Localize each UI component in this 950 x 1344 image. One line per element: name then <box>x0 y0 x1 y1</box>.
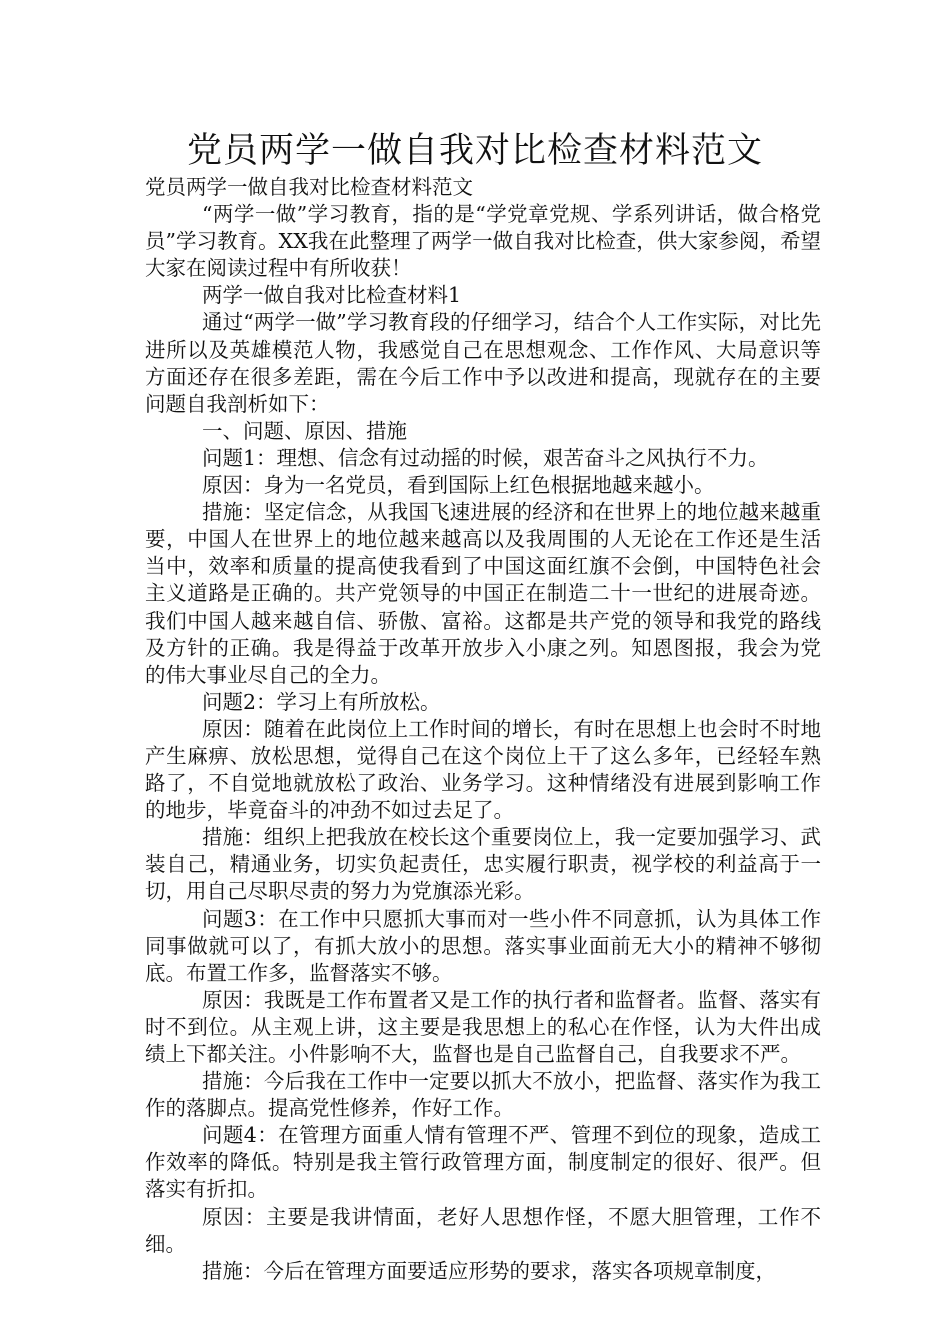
document-paragraph: 原因：主要是我讲情面，老好人思想作怪，不愿大胆管理，工作不细。 <box>145 1204 821 1256</box>
document-paragraph: 两学一做自我对比检查材料1 <box>202 283 462 308</box>
document-paragraph: 党员两学一做自我对比检查材料范文 <box>145 175 473 199</box>
document-paragraph: 问题2：学习上有所放松。 <box>202 689 441 714</box>
document-paragraph: 措施：今后在管理方面要适应形势的要求，落实各项规章制度， <box>202 1258 776 1283</box>
document-paragraph: 问题3：在工作中只愿抓大事而对一些小件不同意抓，认为具体工作同事做就可以了，有抓大放小的思想。落实事业面前无大小的精神不够彻底。布置工作多，监督落实不够。 <box>145 906 821 985</box>
document-paragraph: 措施：今后我在工作中一定要以抓大不放小，把监督、落实作为我工作的落脚点。提高党性修养，作好工作。 <box>145 1069 821 1121</box>
document-body <box>145 174 821 1285</box>
document-title: 党员两学一做自我对比检查材料范文 <box>186 131 763 171</box>
document-paragraph: 原因：我既是工作布置者又是工作的执行者和监督者。监督、落实有时不到位。从主观上讲，这主要是我思想上的私心在作怪，认为大件出成绩上下都关注。小件影响不大，监督也是自己监督自己，自我要求不严。 <box>145 987 821 1066</box>
document-paragraph: 措施：组织上把我放在校长这个重要岗位上，我一定要加强学习、武装自己，精通业务，切实负起责任，忠实履行职责，视学校的利益高于一切，用自己尽职尽责的努力为党旗添光彩。 <box>145 825 821 904</box>
document-paragraph: 原因：身为一名党员，看到国际上红色根据地越来越小。 <box>202 473 715 498</box>
document-paragraph: 问题1：理想、信念有过动摇的时候，艰苦奋斗之风执行不力。 <box>202 445 769 470</box>
document-paragraph: 措施：坚定信念，从我国飞速进展的经济和在世界上的地位越来越重要，中国人在世界上的地位越来越高以及我周围的人无论在工作还是生活当中，效率和质量的提高使我看到了中国这面红旗不会倒，中国特色社会主义道路是正确的。共产党领导的中国正在制造二十一世纪的进展奇迹。我们中国人越来越自信、骄傲、富裕。这都是共产党的领导和我党的路线及方针的正确。我是得益于改革开放步入小康之列。知恩图报，我会为党的伟大事业尽自己的全力。 <box>145 500 821 687</box>
document-paragraph: 原因：随着在此岗位上工作时间的增长，有时在思想上也会时不时地产生麻痹、放松思想，觉得自己在这个岗位上干了这么多年，已经轻车熟路了，不自觉地就放松了政治、业务学习。这种情绪没有进展到影响工作的地步，毕竟奋斗的冲劲不如过去足了。 <box>145 716 821 823</box>
document-paragraph: 一、问题、原因、措施 <box>202 418 407 443</box>
document-paragraph: 通过“两学一做”学习教育段的仔细学习，结合个人工作实际，对比先进所以及英雄模范人物，我感觉自己在思想观念、工作作风、大局意识等方面还存在很多差距，需在今后工作中予以改进和提高，现就存在的主要问题自我剖析如下： <box>145 310 821 416</box>
document-paragraph: 问题4：在管理方面重人情有管理不严、管理不到位的现象，造成工作效率的降低。特别是我主管行政管理方面，制度制定的很好、很严。但落实有折扣。 <box>145 1123 821 1202</box>
document-paragraph: “两学一做”学习教育，指的是“学党章党规、学系列讲话，做合格党员”学习教育。XX我在此整理了两学一做自我对比检查，供大家参阅，希望大家在阅读过程中有所收获！ <box>145 202 821 281</box>
